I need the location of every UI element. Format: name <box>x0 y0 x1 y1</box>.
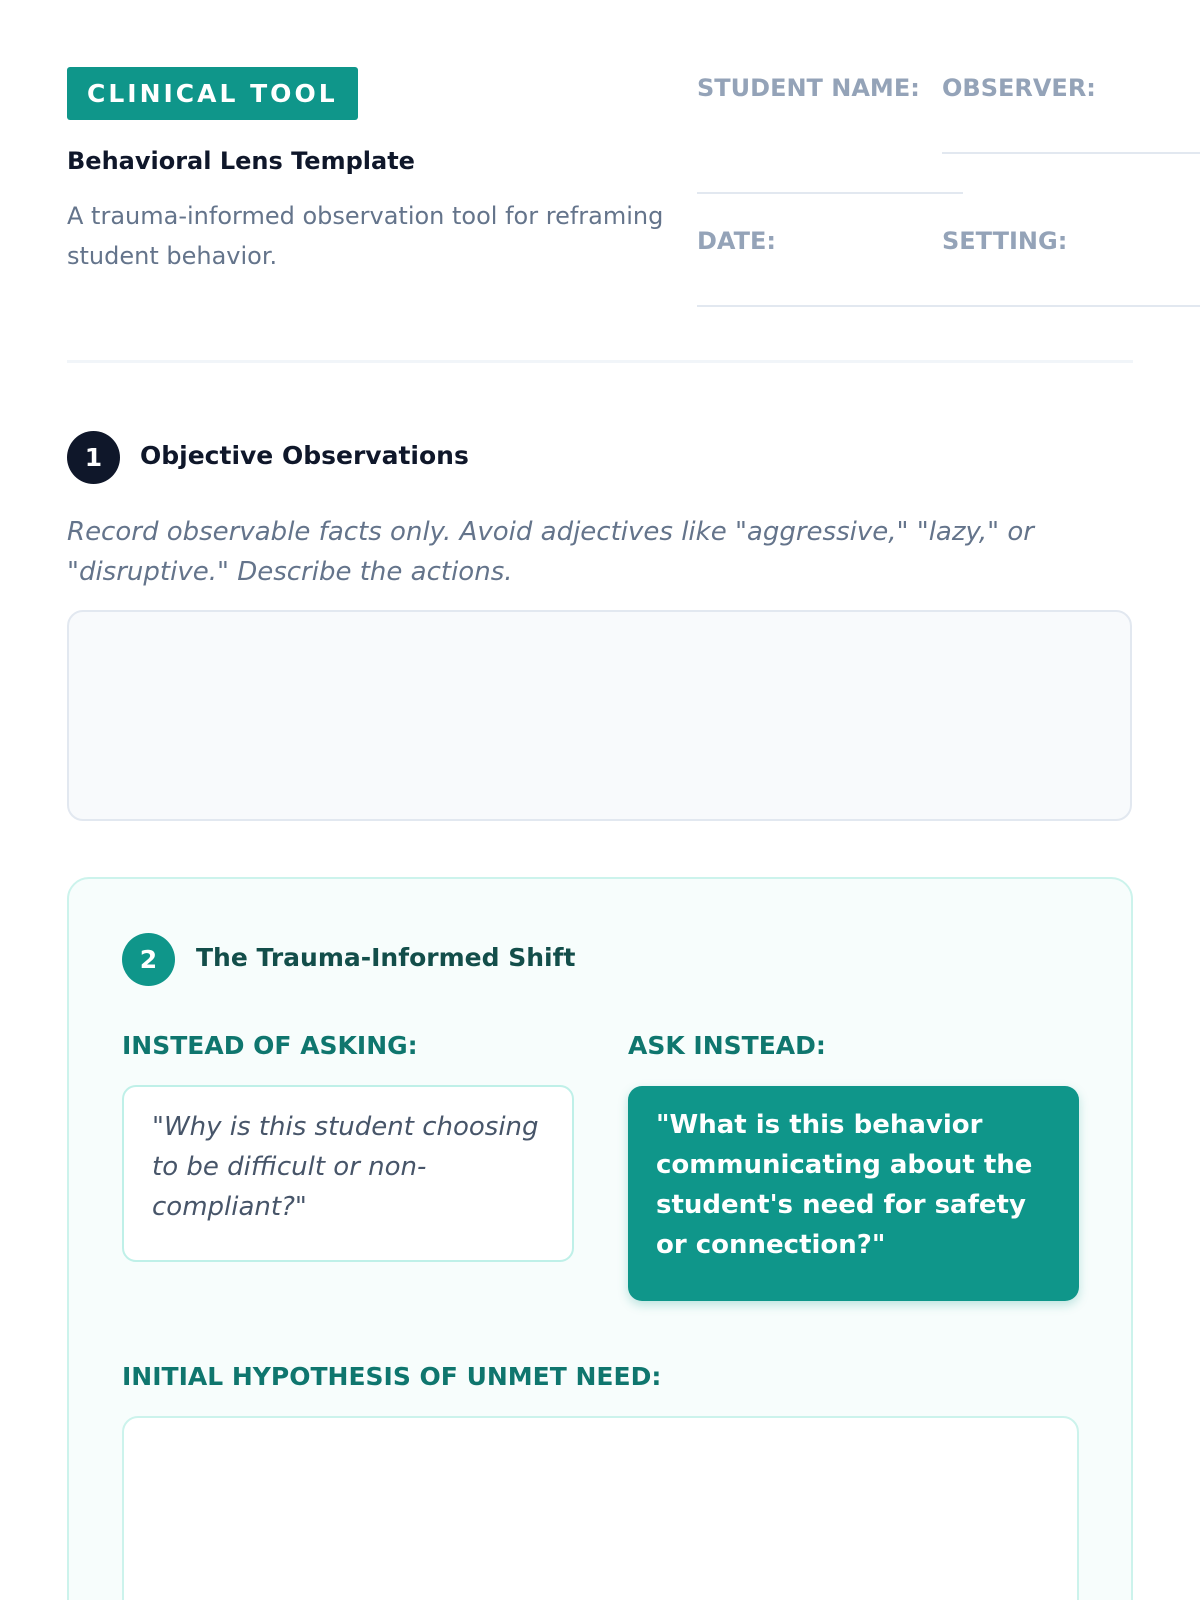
section-2-title: The Trauma-Informed Shift <box>196 943 576 972</box>
observer-label: OBSERVER: <box>942 74 1096 102</box>
section-1-title: Objective Observations <box>140 441 469 470</box>
section-2-number: 2 <box>122 933 175 986</box>
header-divider <box>67 360 1133 363</box>
setting-field[interactable] <box>942 221 1200 305</box>
observer-field[interactable] <box>942 68 1200 154</box>
page-title: Behavioral Lens Template <box>67 147 415 175</box>
date-field[interactable] <box>697 221 963 305</box>
setting-label: SETTING: <box>942 227 1068 255</box>
hypothesis-label: INITIAL HYPOTHESIS OF UNMET NEED: <box>122 1362 662 1391</box>
hypothesis-input[interactable] <box>122 1416 1079 1600</box>
instead-of-asking-label: INSTEAD OF ASKING: <box>122 1031 418 1060</box>
student-name-field[interactable] <box>697 68 963 194</box>
section-1-number: 1 <box>67 431 120 484</box>
page-subtitle: A trauma-informed observation tool for reframing student behavior. <box>67 202 664 270</box>
ask-instead-question: "What is this behavior communicating about the student's need for safety or connection?" <box>628 1086 1079 1301</box>
clinical-tool-badge: CLINICAL TOOL <box>67 67 358 120</box>
objective-observations-input[interactable] <box>67 610 1132 821</box>
meta-fields-underline <box>697 305 1200 307</box>
student-name-label: STUDENT NAME: <box>697 74 920 102</box>
section-1-instructions: Record observable facts only. Avoid adjectives like "aggressive," "lazy," or "disruptive." Describe the actions. <box>67 517 1034 587</box>
instead-of-asking-question: "Why is this student choosing to be difficult or non-compliant?" <box>122 1085 574 1262</box>
ask-instead-label: ASK INSTEAD: <box>628 1031 826 1060</box>
date-label: DATE: <box>697 227 776 255</box>
